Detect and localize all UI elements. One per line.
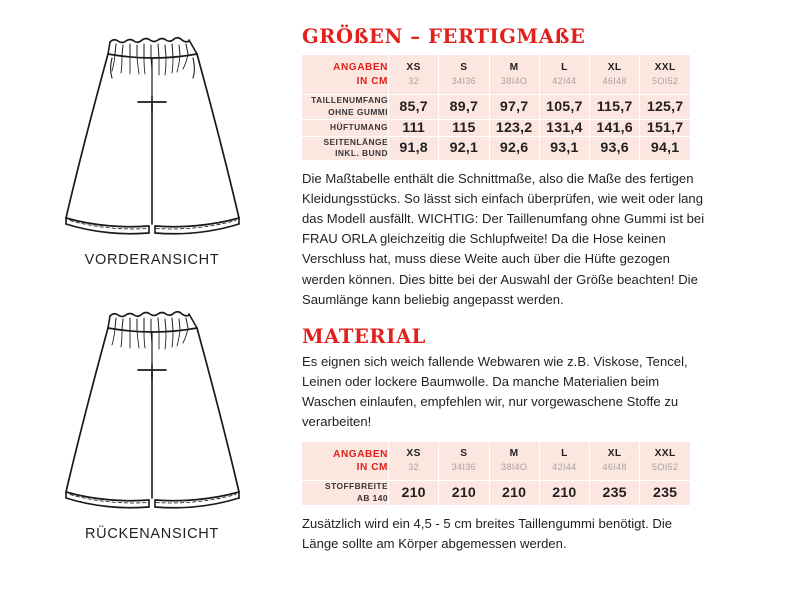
size-name: XS <box>406 61 421 73</box>
row-label-line2: OHNE GUMMI <box>328 106 388 117</box>
front-view-illustration <box>18 28 286 268</box>
size-header-xs <box>389 55 439 94</box>
material-note: Es eignen sich weich fallende Webwaren wie z.B. Viskose, Tencel, Leinen oder lockere Baumwolle. Da manche Materialien beim Waschen einlaufen, empfehlen wir, nur vorgewaschene Stoffe zu verarbeiten! <box>302 354 688 430</box>
angaben-line2: IN CM <box>356 462 388 474</box>
fabric-table-header-label <box>302 442 389 481</box>
content-column <box>302 26 782 554</box>
cell-value: 92,1 <box>439 136 489 160</box>
row-label-seitenlaenge <box>302 136 389 160</box>
table-row <box>302 481 690 505</box>
cell-value: 131,4 <box>539 119 589 136</box>
size-sub: 38I4O <box>500 462 528 473</box>
wide-leg-trousers-back-icon <box>52 302 252 520</box>
technical-drawings-column <box>18 22 286 578</box>
row-label-line1: SEITENLÄNGE <box>323 136 388 147</box>
cell-value: 210 <box>489 481 539 505</box>
row-label-line2: INKL. BUND <box>335 148 388 159</box>
size-sub: 32 <box>408 462 419 473</box>
cell-value: 151,7 <box>640 119 690 136</box>
size-header-xxl <box>640 55 690 94</box>
row-label-line1: HÜFTUMANG <box>329 121 388 132</box>
row-label-line1: STOFFBREITE <box>325 481 388 492</box>
row-label-line1: TAILLENUMFANG <box>311 94 388 105</box>
cell-value: 115,7 <box>590 94 640 119</box>
size-name: XL <box>607 61 622 73</box>
size-name: L <box>561 61 568 73</box>
size-name: L <box>561 448 568 460</box>
size-sub: 32 <box>408 75 419 86</box>
size-name: XL <box>607 448 622 460</box>
fabric-table <box>302 442 690 505</box>
cell-value: 89,7 <box>439 94 489 119</box>
row-label-taillenumfang <box>302 94 389 119</box>
size-sub: 5OI52 <box>651 462 679 473</box>
material-heading: MATERIAL <box>302 324 426 348</box>
elastic-note: Zusätzlich wird ein 4,5 - 5 cm breites Taillengummi benötigt. Die Länge sollte am Körper abgemessen werden. <box>302 516 673 552</box>
measurements-table-header-label <box>302 55 389 94</box>
angaben-line1: ANGABEN <box>333 449 388 461</box>
size-sub: 34I36 <box>451 75 476 86</box>
size-name: XXL <box>654 61 676 73</box>
sizes-heading: GRÖßEN – FERTIGMAßE <box>302 25 586 48</box>
size-header-xl <box>590 442 640 481</box>
angaben-line1: ANGABEN <box>333 62 388 74</box>
angaben-line2: IN CM <box>356 75 388 87</box>
cell-value: 94,1 <box>640 136 690 160</box>
front-view-caption: VORDERANSICHT <box>84 252 220 268</box>
cell-value: 210 <box>389 481 439 505</box>
cell-value: 97,7 <box>489 94 539 119</box>
wide-leg-trousers-front-icon <box>52 28 252 246</box>
size-sub: 42I44 <box>552 462 577 473</box>
row-label-line2: AB 140 <box>356 493 388 504</box>
size-name: M <box>509 448 519 460</box>
size-sub: 42I44 <box>552 75 577 86</box>
measurements-note: Die Maßtabelle enthält die Schnittmaße, also die Maße des fertigen Kleidungsstücks. So lässt sich einfach überprüfen, wie weit oder lang das Modell ausfällt. WICHTIG: Der Taillenumfang ohne Gummi ist bei FRAU ORLA gleichzeitig die Schlupfweite! Da die Hose keinen Verschluss hat, muss diese Weite auch über die Hüfte gezogen werden können. Dies bitte bei der Auswahl der Größe beachten! Die Saumlänge kann beliebig angepasst werden. <box>302 171 705 307</box>
size-name: S <box>460 61 468 73</box>
measurements-table <box>302 55 690 160</box>
cell-value: 91,8 <box>389 136 439 160</box>
size-sub: 46I48 <box>602 462 627 473</box>
size-name: M <box>509 61 519 73</box>
cell-value: 111 <box>389 119 439 136</box>
size-sub: 34I36 <box>451 462 476 473</box>
cell-value: 93,1 <box>539 136 589 160</box>
table-header-row <box>302 442 690 481</box>
size-name: S <box>460 448 468 460</box>
size-header-xs <box>389 442 439 481</box>
cell-value: 123,2 <box>489 119 539 136</box>
size-sub: 5OI52 <box>651 75 679 86</box>
size-header-xxl <box>640 442 690 481</box>
size-header-s <box>439 442 489 481</box>
table-header-row <box>302 55 690 94</box>
cell-value: 235 <box>590 481 640 505</box>
cell-value: 235 <box>640 481 690 505</box>
table-row <box>302 119 690 136</box>
row-label-hueftumfang <box>302 119 389 136</box>
size-name: XS <box>406 448 421 460</box>
size-header-xl <box>590 55 640 94</box>
size-sub: 38I4O <box>500 75 528 86</box>
size-name: XXL <box>654 448 676 460</box>
cell-value: 210 <box>439 481 489 505</box>
back-view-caption: RÜCKENANSICHT <box>85 526 219 542</box>
cell-value: 115 <box>439 119 489 136</box>
cell-value: 210 <box>539 481 589 505</box>
back-view-illustration <box>18 302 286 542</box>
size-header-l <box>539 442 589 481</box>
size-header-l <box>539 55 589 94</box>
table-row <box>302 136 690 160</box>
cell-value: 105,7 <box>539 94 589 119</box>
size-header-s <box>439 55 489 94</box>
size-header-m <box>489 55 539 94</box>
cell-value: 92,6 <box>489 136 539 160</box>
cell-value: 125,7 <box>640 94 690 119</box>
table-row <box>302 94 690 119</box>
cell-value: 141,6 <box>590 119 640 136</box>
size-sub: 46I48 <box>602 75 627 86</box>
cell-value: 93,6 <box>590 136 640 160</box>
row-label-stoffbreite <box>302 481 389 505</box>
cell-value: 85,7 <box>389 94 439 119</box>
size-header-m <box>489 442 539 481</box>
